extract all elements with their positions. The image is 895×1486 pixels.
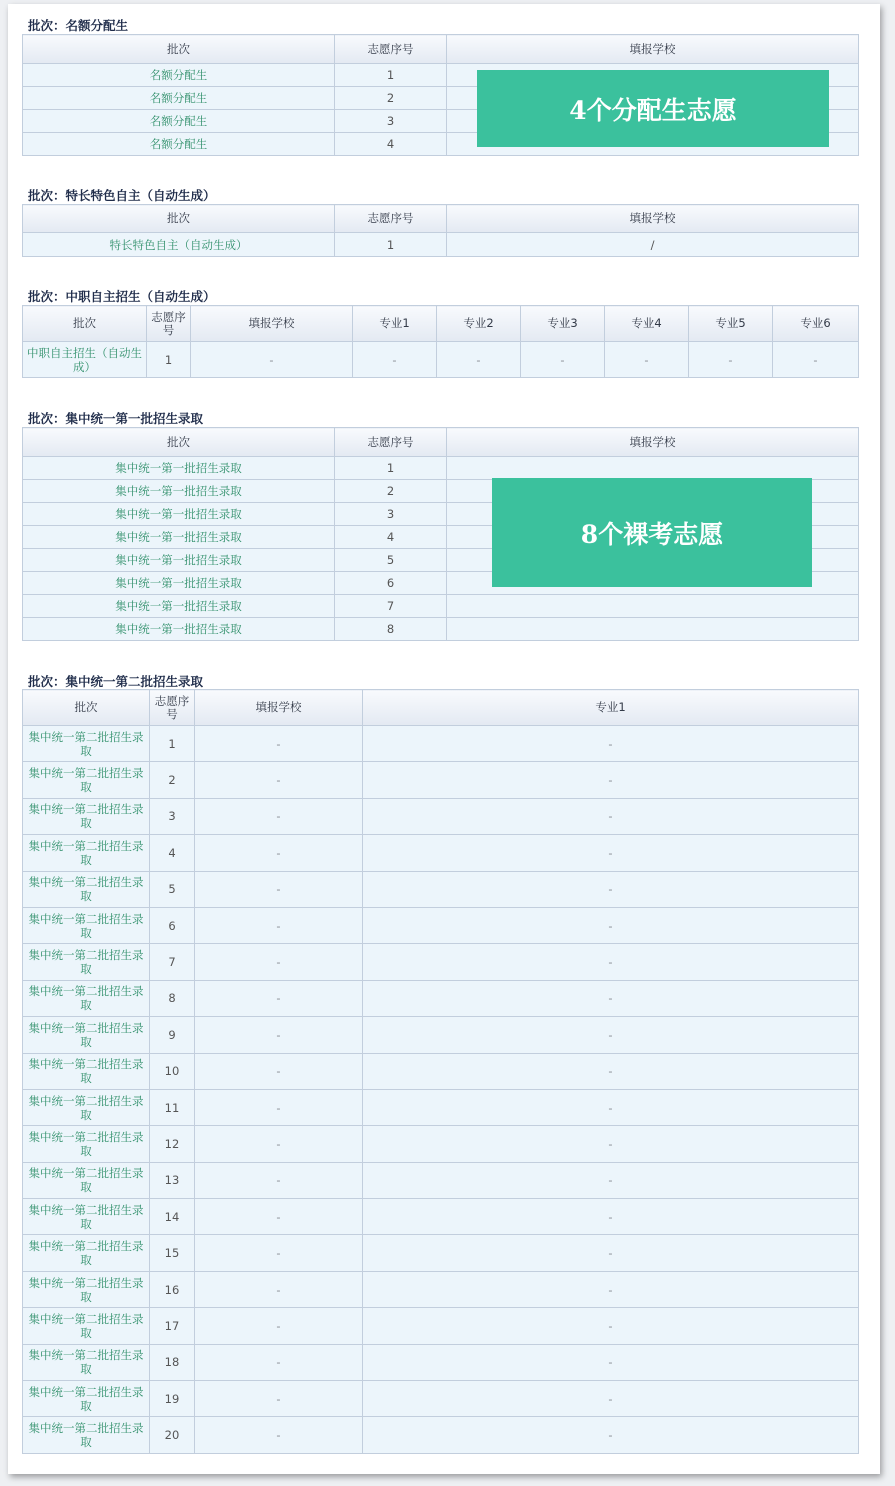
batch-cell: 集中统一第二批招生录取	[23, 1017, 150, 1053]
batch-cell: 集中统一第一批招生录取	[23, 526, 335, 549]
batch-cell: 集中统一第一批招生录取	[23, 457, 335, 480]
batch-cell: 集中统一第二批招生录取	[23, 871, 150, 907]
seq-cell: 4	[335, 526, 447, 549]
batch-cell: 名额分配生	[23, 133, 335, 156]
seq-cell: 2	[150, 762, 195, 798]
batch-cell: 集中统一第二批招生录取	[23, 1199, 150, 1235]
batch-cell: 集中统一第二批招生录取	[23, 1089, 150, 1125]
table-row	[23, 726, 859, 762]
header-batch: 批次	[23, 690, 150, 726]
table-second-batch	[22, 689, 859, 1454]
seq-cell: 1	[335, 233, 447, 257]
section-title-specialty: 批次：特长特色自主（自动生成）	[28, 188, 216, 203]
batch-cell: 集中统一第二批招生录取	[23, 1381, 150, 1417]
table-row	[23, 1235, 859, 1271]
table-row	[23, 835, 859, 871]
seq-cell: 4	[150, 835, 195, 871]
section-title-vocational: 批次：中职自主招生（自动生成）	[28, 289, 216, 304]
overlay-first-batch-label: 8个裸考志愿	[492, 478, 812, 587]
table-row	[23, 595, 859, 618]
major-cell: -	[353, 342, 437, 378]
table-row	[23, 233, 859, 257]
seq-cell: 14	[150, 1199, 195, 1235]
school-cell: -	[195, 1235, 363, 1271]
table-row	[23, 1417, 859, 1453]
major-cell: -	[363, 1417, 859, 1453]
table-row	[23, 342, 859, 378]
school-cell: -	[195, 1162, 363, 1198]
batch-cell: 集中统一第一批招生录取	[23, 549, 335, 572]
header-seq: 志愿序号	[335, 205, 447, 233]
batch-cell: 集中统一第二批招生录取	[23, 1126, 150, 1162]
major-cell: -	[363, 1017, 859, 1053]
batch-cell: 集中统一第一批招生录取	[23, 572, 335, 595]
seq-cell: 1	[335, 457, 447, 480]
school-cell[interactable]	[447, 618, 859, 641]
school-cell: -	[195, 1089, 363, 1125]
major-cell: -	[363, 798, 859, 834]
school-cell: -	[195, 835, 363, 871]
section-title-second-batch: 批次：集中统一第二批招生录取	[28, 674, 204, 689]
batch-cell: 集中统一第二批招生录取	[23, 762, 150, 798]
seq-cell: 11	[150, 1089, 195, 1125]
batch-cell: 集中统一第一批招生录取	[23, 503, 335, 526]
major-cell: -	[363, 1381, 859, 1417]
seq-cell: 1	[335, 64, 447, 87]
batch-cell: 特长特色自主（自动生成）	[23, 233, 335, 257]
school-cell: -	[195, 944, 363, 980]
header-school: 填报学校	[447, 35, 859, 64]
seq-cell: 5	[150, 871, 195, 907]
school-cell: -	[195, 1053, 363, 1089]
batch-cell: 集中统一第二批招生录取	[23, 1271, 150, 1307]
header-major-5: 专业5	[689, 306, 773, 342]
major-cell: -	[363, 1235, 859, 1271]
batch-cell: 集中统一第二批招生录取	[23, 835, 150, 871]
school-cell: -	[195, 1271, 363, 1307]
table-row	[23, 1199, 859, 1235]
major-cell: -	[773, 342, 859, 378]
table-row	[23, 1344, 859, 1380]
seq-cell: 6	[150, 907, 195, 943]
header-school: 填报学校	[447, 428, 859, 457]
major-cell: -	[363, 1308, 859, 1344]
batch-cell: 集中统一第二批招生录取	[23, 980, 150, 1016]
table-row	[23, 1017, 859, 1053]
table-row	[23, 980, 859, 1016]
seq-cell: 20	[150, 1417, 195, 1453]
seq-cell: 18	[150, 1344, 195, 1380]
table-vocational	[22, 305, 859, 378]
batch-cell: 集中统一第二批招生录取	[23, 944, 150, 980]
seq-cell: 7	[150, 944, 195, 980]
major-cell: -	[363, 1126, 859, 1162]
batch-cell: 集中统一第二批招生录取	[23, 1308, 150, 1344]
seq-cell: 16	[150, 1271, 195, 1307]
school-cell: -	[195, 1381, 363, 1417]
header-batch: 批次	[23, 35, 335, 64]
batch-cell: 中职自主招生（自动生成）	[23, 342, 147, 378]
header-major-4: 专业4	[605, 306, 689, 342]
header-batch: 批次	[23, 428, 335, 457]
batch-cell: 名额分配生	[23, 110, 335, 133]
seq-cell: 8	[150, 980, 195, 1016]
seq-cell: 3	[335, 503, 447, 526]
seq-cell: 5	[335, 549, 447, 572]
header-major-1: 专业1	[363, 690, 859, 726]
batch-cell: 集中统一第二批招生录取	[23, 1417, 150, 1453]
major-cell: -	[521, 342, 605, 378]
header-school: 填报学校	[447, 205, 859, 233]
batch-cell: 名额分配生	[23, 64, 335, 87]
seq-cell: 3	[150, 798, 195, 834]
header-seq: 志愿序号	[147, 306, 191, 342]
table-row	[23, 457, 859, 480]
section-title-quota: 批次：名额分配生	[28, 18, 129, 33]
seq-cell: 9	[150, 1017, 195, 1053]
school-cell: -	[195, 798, 363, 834]
seq-cell: 2	[335, 480, 447, 503]
school-cell: -	[195, 1199, 363, 1235]
header-batch: 批次	[23, 205, 335, 233]
major-cell: -	[363, 944, 859, 980]
school-cell[interactable]	[447, 457, 859, 480]
table-header-row	[23, 35, 859, 64]
batch-cell: 集中统一第一批招生录取	[23, 595, 335, 618]
major-cell: -	[363, 907, 859, 943]
table-row	[23, 944, 859, 980]
school-cell: -	[195, 1126, 363, 1162]
seq-cell: 10	[150, 1053, 195, 1089]
major-cell: -	[363, 1089, 859, 1125]
seq-cell: 7	[335, 595, 447, 618]
major-cell: -	[363, 980, 859, 1016]
batch-cell: 集中统一第二批招生录取	[23, 1344, 150, 1380]
major-cell: -	[363, 762, 859, 798]
batch-cell: 集中统一第二批招生录取	[23, 907, 150, 943]
table-row	[23, 798, 859, 834]
batch-cell: 集中统一第二批招生录取	[23, 726, 150, 762]
header-major-6: 专业6	[773, 306, 859, 342]
table-header-row	[23, 428, 859, 457]
table-row	[23, 1126, 859, 1162]
header-seq: 志愿序号	[335, 35, 447, 64]
major-cell: -	[363, 1053, 859, 1089]
section-title-first-batch: 批次：集中统一第一批招生录取	[28, 411, 204, 426]
header-batch: 批次	[23, 306, 147, 342]
table-row	[23, 762, 859, 798]
table-row	[23, 618, 859, 641]
header-major-3: 专业3	[521, 306, 605, 342]
batch-cell: 集中统一第二批招生录取	[23, 798, 150, 834]
major-cell: -	[689, 342, 773, 378]
major-cell: -	[363, 726, 859, 762]
major-cell: -	[363, 1344, 859, 1380]
header-major-1: 专业1	[353, 306, 437, 342]
school-cell: -	[195, 762, 363, 798]
school-cell: -	[195, 726, 363, 762]
school-cell: -	[195, 907, 363, 943]
table-row	[23, 1089, 859, 1125]
batch-cell: 集中统一第二批招生录取	[23, 1162, 150, 1198]
table-header-row	[23, 205, 859, 233]
seq-cell: 6	[335, 572, 447, 595]
table-specialty	[22, 204, 859, 257]
table-header-row	[23, 690, 859, 726]
seq-cell: 17	[150, 1308, 195, 1344]
seq-cell: 2	[335, 87, 447, 110]
seq-cell: 12	[150, 1126, 195, 1162]
seq-cell: 1	[147, 342, 191, 378]
school-cell[interactable]	[447, 595, 859, 618]
table-row	[23, 1381, 859, 1417]
major-cell: -	[437, 342, 521, 378]
table-row	[23, 907, 859, 943]
major-cell: -	[605, 342, 689, 378]
major-cell: -	[363, 1271, 859, 1307]
seq-cell: 15	[150, 1235, 195, 1271]
batch-cell: 集中统一第一批招生录取	[23, 480, 335, 503]
school-cell: /	[447, 233, 859, 257]
seq-cell: 8	[335, 618, 447, 641]
school-cell: -	[195, 1017, 363, 1053]
school-cell: -	[195, 1417, 363, 1453]
header-school: 填报学校	[195, 690, 363, 726]
seq-cell: 1	[150, 726, 195, 762]
school-cell: -	[195, 871, 363, 907]
seq-cell: 13	[150, 1162, 195, 1198]
header-seq: 志愿序号	[150, 690, 195, 726]
school-cell: -	[195, 1308, 363, 1344]
major-cell: -	[363, 1162, 859, 1198]
table-row	[23, 1271, 859, 1307]
batch-cell: 集中统一第二批招生录取	[23, 1235, 150, 1271]
table-row	[23, 1162, 859, 1198]
seq-cell: 4	[335, 133, 447, 156]
batch-cell: 名额分配生	[23, 87, 335, 110]
seq-cell: 19	[150, 1381, 195, 1417]
major-cell: -	[363, 835, 859, 871]
table-row	[23, 871, 859, 907]
batch-cell: 集中统一第二批招生录取	[23, 1053, 150, 1089]
header-major-2: 专业2	[437, 306, 521, 342]
header-school: 填报学校	[191, 306, 353, 342]
batch-cell: 集中统一第一批招生录取	[23, 618, 335, 641]
school-cell: -	[191, 342, 353, 378]
major-cell: -	[363, 871, 859, 907]
overlay-quota-label: 4个分配生志愿	[477, 70, 829, 147]
table-row	[23, 1308, 859, 1344]
table-row	[23, 1053, 859, 1089]
school-cell: -	[195, 980, 363, 1016]
major-cell: -	[363, 1199, 859, 1235]
header-seq: 志愿序号	[335, 428, 447, 457]
table-header-row	[23, 306, 859, 342]
school-cell: -	[195, 1344, 363, 1380]
seq-cell: 3	[335, 110, 447, 133]
